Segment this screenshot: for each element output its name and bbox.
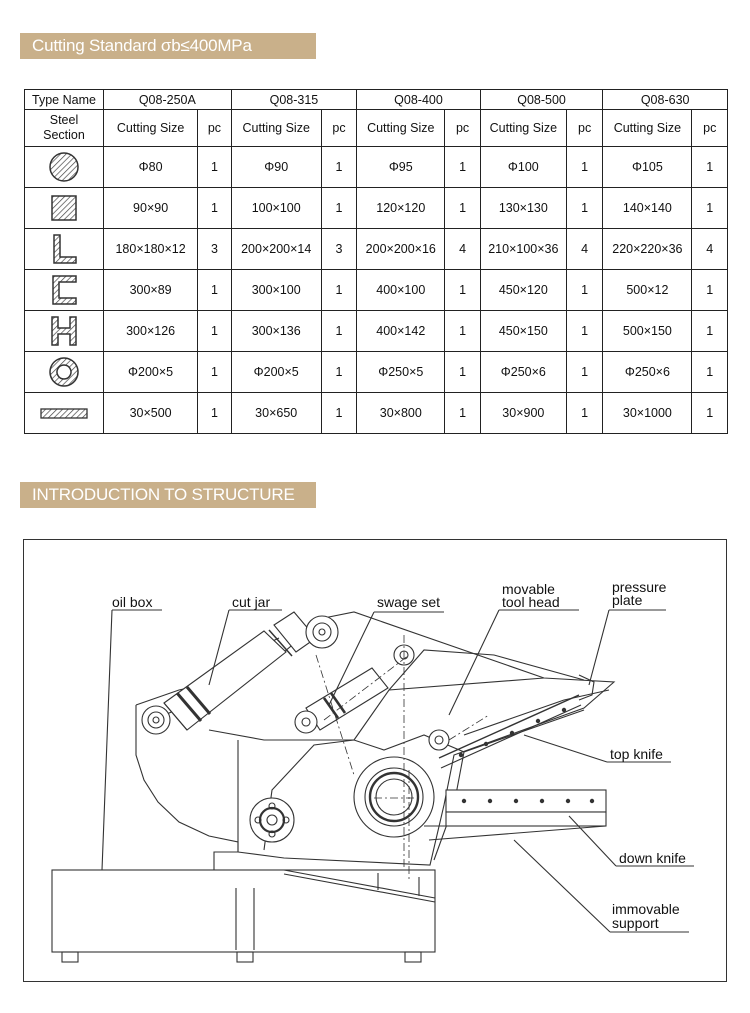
pc-cell: 3 [198, 229, 231, 270]
square-bar-icon [25, 188, 104, 229]
cutting-size-cell: Φ90 [231, 147, 321, 188]
model-header: Q08-630 [603, 90, 728, 110]
label-plate: plate [612, 592, 643, 608]
pc-cell: 1 [321, 270, 356, 311]
pc-cell: 1 [198, 352, 231, 393]
table-header-columns [25, 110, 728, 147]
cutting-size-cell: 30×500 [104, 393, 198, 434]
cutting-size-cell: Φ200×5 [231, 352, 321, 393]
cutting-size-cell: 200×200×14 [231, 229, 321, 270]
cutting-size-cell: 400×100 [357, 270, 445, 311]
cutting-size-cell: 200×200×16 [357, 229, 445, 270]
table-row [25, 311, 728, 352]
table-row [25, 229, 728, 270]
h-beam-icon [25, 311, 104, 352]
pc-cell: 1 [198, 393, 231, 434]
round-pipe-icon [25, 352, 104, 393]
pc-header: pc [198, 110, 231, 147]
pc-header: pc [321, 110, 356, 147]
pc-cell: 1 [566, 270, 602, 311]
pc-header: pc [566, 110, 602, 147]
cutting-size-cell: 30×650 [231, 393, 321, 434]
table-row [25, 147, 728, 188]
table-row [25, 270, 728, 311]
cutting-size-cell: 140×140 [603, 188, 692, 229]
pc-cell: 1 [566, 311, 602, 352]
cutting-size-cell: 180×180×12 [104, 229, 198, 270]
introduction-banner: INTRODUCTION TO STRUCTURE [20, 482, 316, 508]
cutting-size-cell: Φ250×5 [357, 352, 445, 393]
pc-cell: 1 [566, 188, 602, 229]
label-cut-jar: cut jar [232, 594, 271, 610]
pc-cell: 1 [692, 147, 728, 188]
cutting-standard-banner: Cutting Standard σb≤400MPa [20, 33, 316, 59]
cutting-size-header: Cutting Size [480, 110, 566, 147]
pc-cell: 1 [198, 270, 231, 311]
cutting-size-cell: Φ250×6 [480, 352, 566, 393]
swage-set-pivot [354, 757, 434, 837]
label-immovable: immovable [612, 901, 680, 917]
pc-cell: 1 [566, 147, 602, 188]
pc-cell: 1 [321, 393, 356, 434]
label-swage-set: swage set [377, 594, 441, 610]
pc-cell: 1 [566, 393, 602, 434]
steel-section-header: Steel Section [25, 110, 104, 147]
cutting-size-cell: Φ250×6 [603, 352, 692, 393]
label-pressure: pressure [612, 579, 667, 595]
pc-cell: 4 [445, 229, 480, 270]
pc-cell: 1 [692, 393, 728, 434]
label-support: support [612, 915, 659, 931]
model-header: Q08-400 [357, 90, 481, 110]
pc-cell: 1 [198, 188, 231, 229]
pc-cell: 1 [445, 270, 480, 311]
cutting-size-cell: 30×900 [480, 393, 566, 434]
cutting-size-header: Cutting Size [603, 110, 692, 147]
pc-cell: 4 [692, 229, 728, 270]
label-movable: movable [502, 581, 555, 597]
label-down-knife: down knife [619, 850, 686, 866]
model-header: Q08-250A [104, 90, 232, 110]
cutting-size-cell: 130×130 [480, 188, 566, 229]
pc-cell: 1 [445, 147, 480, 188]
pc-cell: 4 [566, 229, 602, 270]
label-top-knife: top knife [610, 746, 663, 762]
model-header: Q08-315 [231, 90, 357, 110]
pc-cell: 1 [692, 352, 728, 393]
table-header-models [25, 90, 728, 110]
cutting-size-header: Cutting Size [104, 110, 198, 147]
cutting-size-cell: 450×120 [480, 270, 566, 311]
cutting-size-cell: Φ100 [480, 147, 566, 188]
channel-steel-icon [25, 270, 104, 311]
table-row [25, 393, 728, 434]
cutting-size-cell: 300×126 [104, 311, 198, 352]
pc-cell: 1 [198, 147, 231, 188]
flat-plate-icon [25, 393, 104, 434]
cutting-size-cell: 300×89 [104, 270, 198, 311]
cutting-size-cell: 300×100 [231, 270, 321, 311]
pc-cell: 1 [321, 311, 356, 352]
cutting-size-cell: Φ95 [357, 147, 445, 188]
cutting-size-header: Cutting Size [231, 110, 321, 147]
cutting-size-cell: 120×120 [357, 188, 445, 229]
cutting-size-cell: 30×1000 [603, 393, 692, 434]
cutting-size-cell: 500×12 [603, 270, 692, 311]
pc-cell: 1 [566, 352, 602, 393]
cutting-size-cell: Φ105 [603, 147, 692, 188]
cutting-size-cell: 30×800 [357, 393, 445, 434]
main-pivot-left [250, 798, 294, 842]
pc-cell: 1 [321, 352, 356, 393]
cutting-size-cell: 450×150 [480, 311, 566, 352]
type-name-header: Type Name [25, 90, 104, 110]
pc-cell: 1 [445, 311, 480, 352]
cutting-size-cell: 400×142 [357, 311, 445, 352]
round-bar-icon [25, 147, 104, 188]
cutting-size-cell: 100×100 [231, 188, 321, 229]
pc-cell: 1 [198, 311, 231, 352]
label-oil-box: oil box [112, 594, 153, 610]
pc-cell: 3 [321, 229, 356, 270]
pc-header: pc [445, 110, 480, 147]
pc-cell: 1 [445, 352, 480, 393]
pc-cell: 1 [692, 311, 728, 352]
pc-header: pc [692, 110, 728, 147]
cutting-size-cell: 210×100×36 [480, 229, 566, 270]
table-row [25, 188, 728, 229]
cutting-size-cell: Φ200×5 [104, 352, 198, 393]
pc-cell: 1 [321, 188, 356, 229]
knife-dots [459, 708, 594, 803]
cutting-spec-table [24, 89, 728, 434]
angle-steel-icon [25, 229, 104, 270]
machine-structure-diagram [23, 539, 727, 982]
pc-cell: 1 [445, 393, 480, 434]
pc-cell: 1 [321, 147, 356, 188]
label-tool-head: tool head [502, 594, 560, 610]
down-knife-shape [446, 790, 606, 812]
model-header: Q08-500 [480, 90, 603, 110]
cutting-size-cell: 500×150 [603, 311, 692, 352]
pc-cell: 1 [445, 188, 480, 229]
pc-cell: 1 [692, 188, 728, 229]
table-row [25, 352, 728, 393]
cutting-size-header: Cutting Size [357, 110, 445, 147]
cutting-size-cell: 300×136 [231, 311, 321, 352]
cutting-size-cell: 90×90 [104, 188, 198, 229]
cutting-size-cell: 220×220×36 [603, 229, 692, 270]
pc-cell: 1 [692, 270, 728, 311]
cutting-size-cell: Φ80 [104, 147, 198, 188]
